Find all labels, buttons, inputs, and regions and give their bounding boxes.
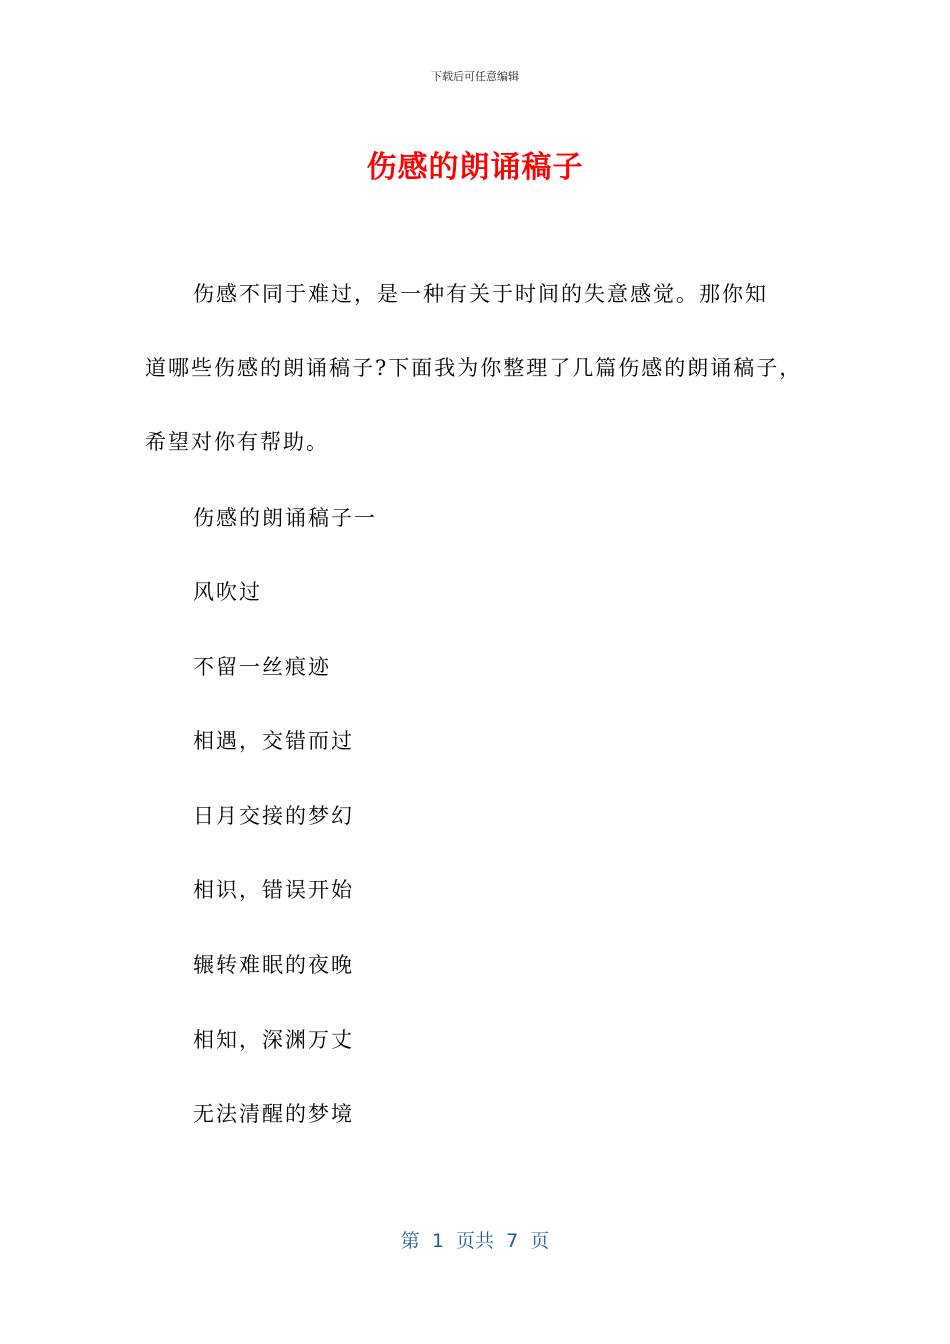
intro-line-2: 道哪些伤感的朗诵稿子?下面我为你整理了几篇伤感的朗诵稿子，: [145, 356, 803, 380]
poem-line: 相知，深渊万丈: [193, 1028, 354, 1052]
poem-line: 相识，错误开始: [193, 878, 354, 902]
section-heading: 伤感的朗诵稿子一: [193, 506, 377, 530]
document-title: 伤感的朗诵稿子: [366, 150, 584, 185]
page-number-footer: 第 1 页共 7 页: [400, 1230, 550, 1252]
poem-line: 辗转难眠的夜晚: [193, 953, 354, 977]
poem-line: 日月交接的梦幻: [193, 804, 354, 828]
poem-line: 无法清醒的梦境: [193, 1102, 354, 1126]
poem-line: 不留一丝痕迹: [193, 655, 331, 679]
intro-line-1: 伤感不同于难过，是一种有关于时间的失意感觉。那你知: [193, 282, 768, 306]
poem-line: 风吹过: [193, 580, 262, 604]
page-header-note: 下载后可任意编辑: [431, 70, 519, 83]
poem-line: 相遇，交错而过: [193, 729, 354, 753]
intro-paragraph: [145, 282, 805, 504]
intro-line-3: 希望对你有帮助。: [145, 430, 329, 454]
